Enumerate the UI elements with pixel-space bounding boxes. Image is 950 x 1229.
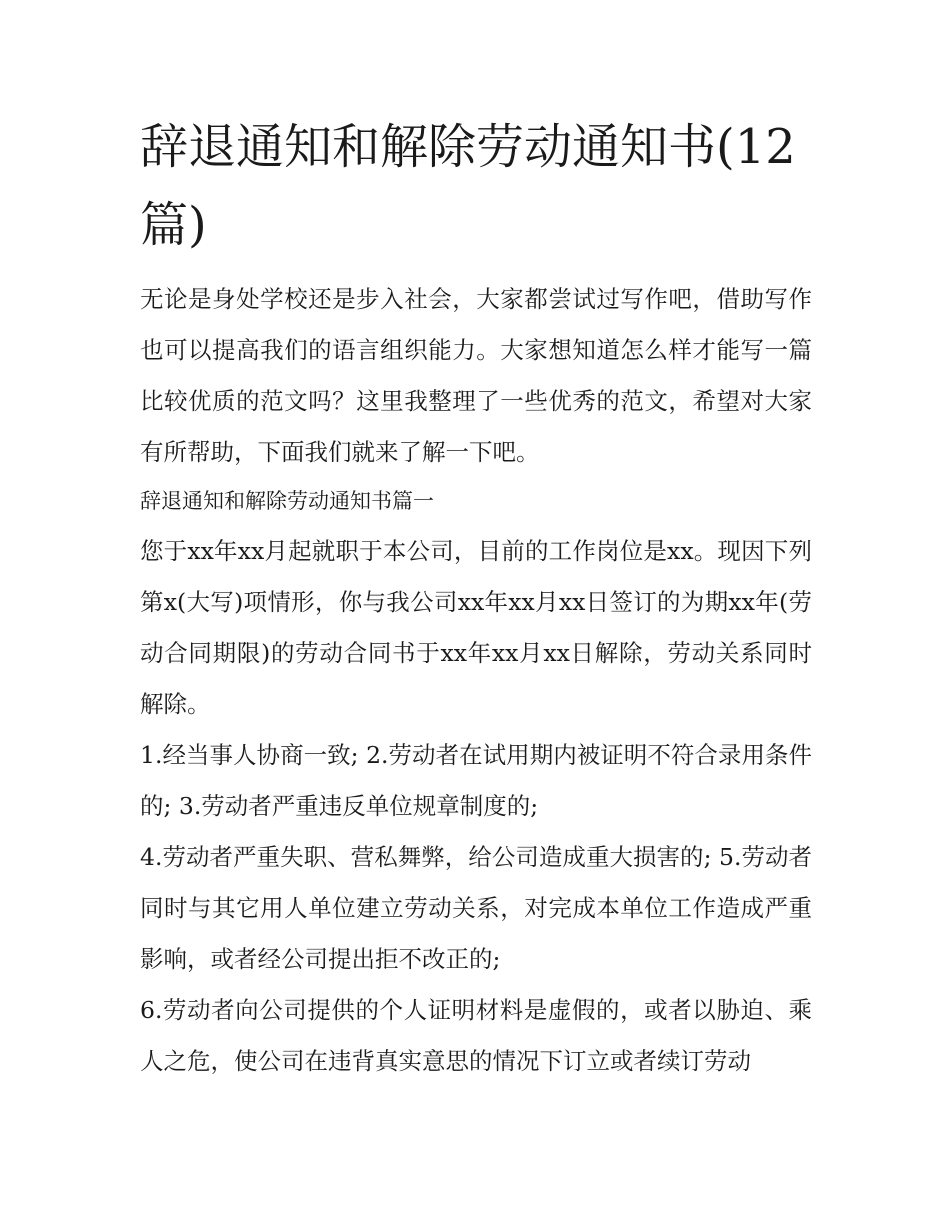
intro-paragraph: 无论是身处学校还是步入社会，大家都尝试过写作吧，借助写作也可以提高我们的语言组织能力。大家想知道怎么样才能写一篇比较优质的范文吗？这里我整理了一些优秀的范文，希望对大家有所帮助，下面我们就来了解一下吧。 xyxy=(140,285,812,466)
section-heading: 辞退通知和解除劳动通知书篇一 xyxy=(140,489,434,513)
body-paragraph-1: 您于xx年xx月起就职于本公司，目前的工作岗位是xx。现因下列第x(大写)项情形，你与我公司xx年xx月xx日签订的为期xx年(劳动合同期限)的劳动合同书于xx年xx月xx日解除，劳动关系同时解除。 xyxy=(140,537,812,718)
body-paragraph-2: 1.经当事人协商一致; 2.劳动者在试用期内被证明不符合录用条件的; 3.劳动者严重违反单位规章制度的; xyxy=(140,741,812,820)
document-page xyxy=(140,108,812,1087)
body-paragraph-4: 6.劳动者向公司提供的个人证明材料是虚假的，或者以胁迫、乘人之危，使公司在违背真实意思的情况下订立或者续订劳动 xyxy=(140,996,812,1075)
body-paragraph-3: 4.劳动者严重失职、营私舞弊，给公司造成重大损害的; 5.劳动者同时与其它用人单位建立劳动关系，对完成本单位工作造成严重影响，或者经公司提出拒不改正的; xyxy=(140,843,812,973)
document-title: 辞退通知和解除劳动通知书(12篇) xyxy=(140,119,796,253)
